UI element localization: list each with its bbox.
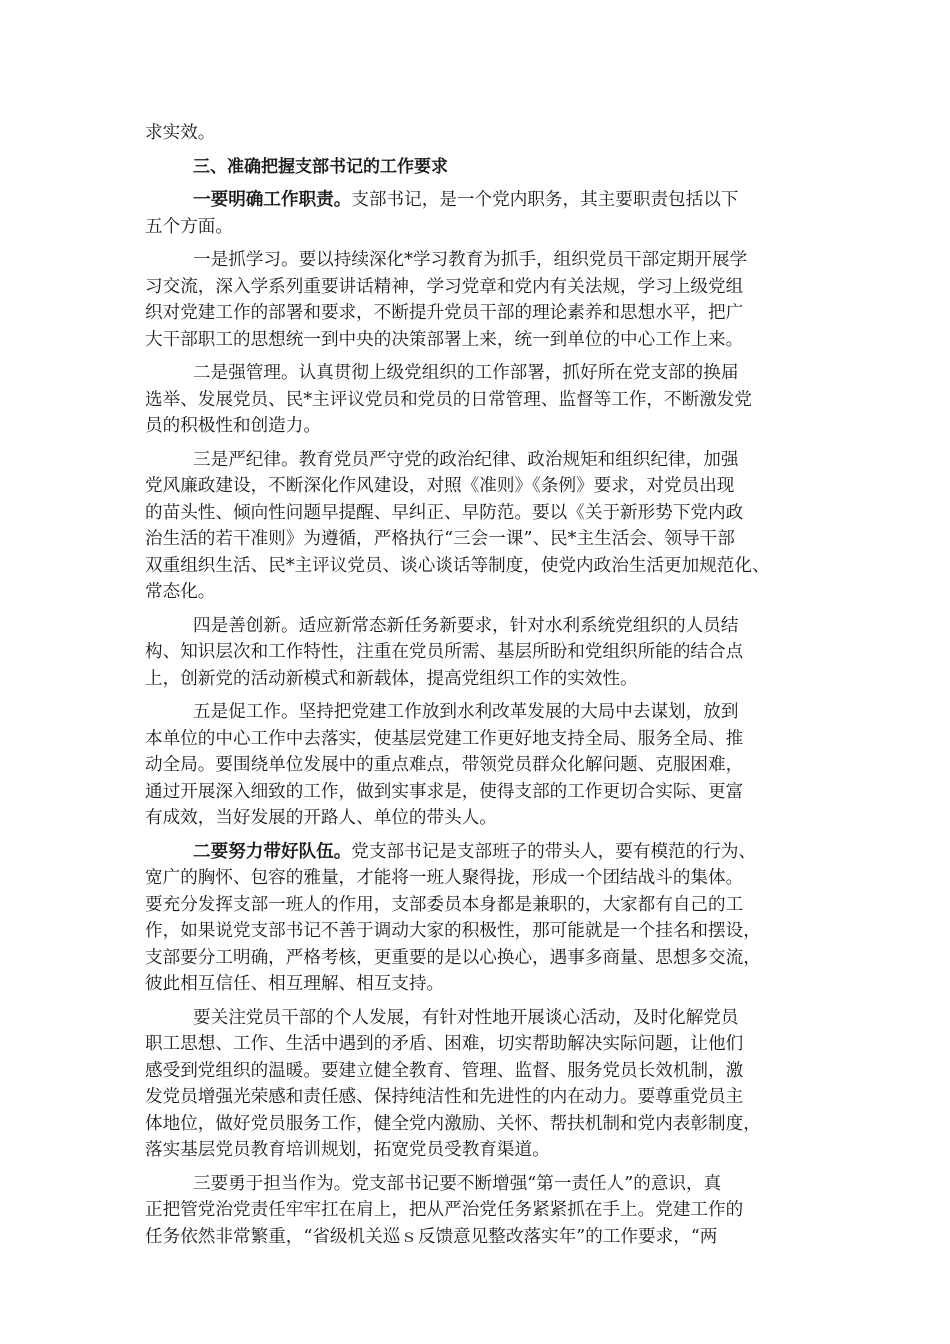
text-line: 五个方面。 xyxy=(145,216,233,237)
text-line: 宽广的胸怀、包容的雅量，才能将一班人聚得拢，形成一个团结战斗的集体。 xyxy=(145,868,744,888)
section-heading xyxy=(145,154,805,181)
text-line: 作，如果说党支部书记不善于调动大家的积极性，那可能就是一个挂名和摆设， xyxy=(145,921,761,941)
text-line: 动全局。要围绕单位发展中的重点难点，带领党员群众化解问题、克服困难， xyxy=(145,755,744,775)
text-line: 三要勇于担当作为。党支部书记要不断增强“第一责任人”的意识，真 xyxy=(193,1173,722,1194)
paragraph xyxy=(145,1171,805,1251)
text-line: 员的积极性和创造力。 xyxy=(145,416,321,436)
text-line: 感受到党组织的温暖。要建立健全教育、管理、监督、服务党员长效机制，激 xyxy=(145,1060,744,1081)
text-line: 一是抓学习。要以持续深化*学习教育为抓手，组织党员干部定期开展学 xyxy=(193,250,748,270)
heading-text: 三、准确把握支部书记的工作要求 xyxy=(193,156,448,177)
text-line: 体地位，做好党员服务工作，健全党内激励、关怀、帮扶机制和党内表彰制度， xyxy=(145,1113,761,1134)
text-line: 要关注党员干部的个人发展，有针对性地开展谈心活动，及时化解党员 xyxy=(193,1007,739,1028)
text-line: 上，创新党的活动新模式和新载体，提高党组织工作的实效性。 xyxy=(145,668,638,689)
text-line: 彼此相互信任、相互理解、相互支持。 xyxy=(145,974,445,994)
text-line: 双重组织生活、民*主评议党员、谈心谈话等制度，使党内政治生活更加规范化、 xyxy=(145,555,770,576)
text-line: 任务依然非常繁重，“省级机关巡ｓ反馈意见整改落实年”的工作要求，“两 xyxy=(145,1226,718,1247)
text-line: 大干部职工的思想统一到中央的决策部署上来，统一到单位的中心工作上来。 xyxy=(145,329,744,350)
text-line: 二是强管理。认真贯彻上级党组织的工作部署，抓好所在党支部的换届 xyxy=(193,363,739,383)
text-line: 有成效，当好发展的开路人、单位的带头人。 xyxy=(145,808,497,828)
text-line: 要充分发挥支部一班人的作用，支部委员本身都是兼职的，大家都有自己的工 xyxy=(145,894,744,915)
text-line: 习交流，深入学系列重要讲话精神，学习党章和党内有关法规，学习上级党组 xyxy=(145,276,744,297)
text-line: 选举、发展党员、民*主评议党员和党员的日常管理、监督等工作，不断激发党 xyxy=(145,389,752,410)
text-line xyxy=(145,187,805,214)
text-line: 职工思想、工作、生活中遇到的矛盾、困难，切实帮助解决实际问题，让他们 xyxy=(145,1034,744,1054)
lead-phrase: 一要明确工作职责。 xyxy=(193,190,352,210)
paragraph xyxy=(145,699,805,832)
text-line: 织对党建工作的部署和要求，不断提升党员干部的理论素养和思想水平，把广 xyxy=(145,303,744,323)
paragraph xyxy=(145,187,805,240)
text-line: 三是严纪律。教育党员严守党的政治纪律、政治规矩和组织纪律，加强 xyxy=(193,449,739,470)
text-line: 常态化。 xyxy=(145,582,216,602)
text-line: 治生活的若干准则》为遵循，严格执行“三会一课”、民*主生活会、领导干部 xyxy=(145,529,735,549)
text-run: 支部书记，是一个党内职务，其主要职责包括以下 xyxy=(351,190,739,210)
paragraph xyxy=(145,447,805,606)
paragraph xyxy=(145,613,805,693)
paragraph xyxy=(145,1005,805,1164)
text-line: 本单位的中心工作中去落实，使基层党建工作更好地支持全局、服务全局、推 xyxy=(145,728,744,749)
paragraph xyxy=(145,839,805,998)
text-run: 党支部书记是支部班子的带头人，要有模范的行为、 xyxy=(351,841,757,862)
text-line: 发党员增强光荣感和责任感、保持纯洁性和先进性的内在动力。要尊重党员主 xyxy=(145,1087,744,1107)
text-line: 党风廉政建设，不断深化作风建设，对照《准则》《条例》要求，对党员出现 xyxy=(145,476,735,496)
text-line: 构、知识层次和工作特性，注重在党员所需、基层所盼和党组织所能的结合点 xyxy=(145,642,744,662)
document-page xyxy=(145,120,805,1250)
text-line: 落实基层党员教育培训规划，拓宽党员受教育渠道。 xyxy=(145,1140,550,1160)
paragraph xyxy=(145,360,805,440)
paragraph xyxy=(145,120,805,147)
text-line: 通过开展深入细致的工作，做到实事求是，使得支部的工作更切合实际、更富 xyxy=(145,781,744,802)
text-line: 的苗头性、倾向性问题早提醒、早纠正、早防范。要以《关于新形势下党内政 xyxy=(145,502,744,523)
text-line xyxy=(145,839,805,866)
lead-phrase: 二要努力带好队伍。 xyxy=(193,841,352,862)
text-line: 求实效。 xyxy=(145,123,216,143)
text-line: 五是促工作。坚持把党建工作放到水利改革发展的大局中去谋划，放到 xyxy=(193,702,739,722)
text-line: 四是善创新。适应新常态新任务新要求，针对水利系统党组织的人员结 xyxy=(193,615,739,636)
text-line: 正把管党治党责任牢牢扛在肩上，把从严治党任务紧紧抓在手上。党建工作的 xyxy=(145,1200,744,1220)
paragraph xyxy=(145,247,805,353)
text-line: 支部要分工明确，严格考核，更重要的是以心换心，遇事多商量、思想多交流， xyxy=(145,947,761,968)
